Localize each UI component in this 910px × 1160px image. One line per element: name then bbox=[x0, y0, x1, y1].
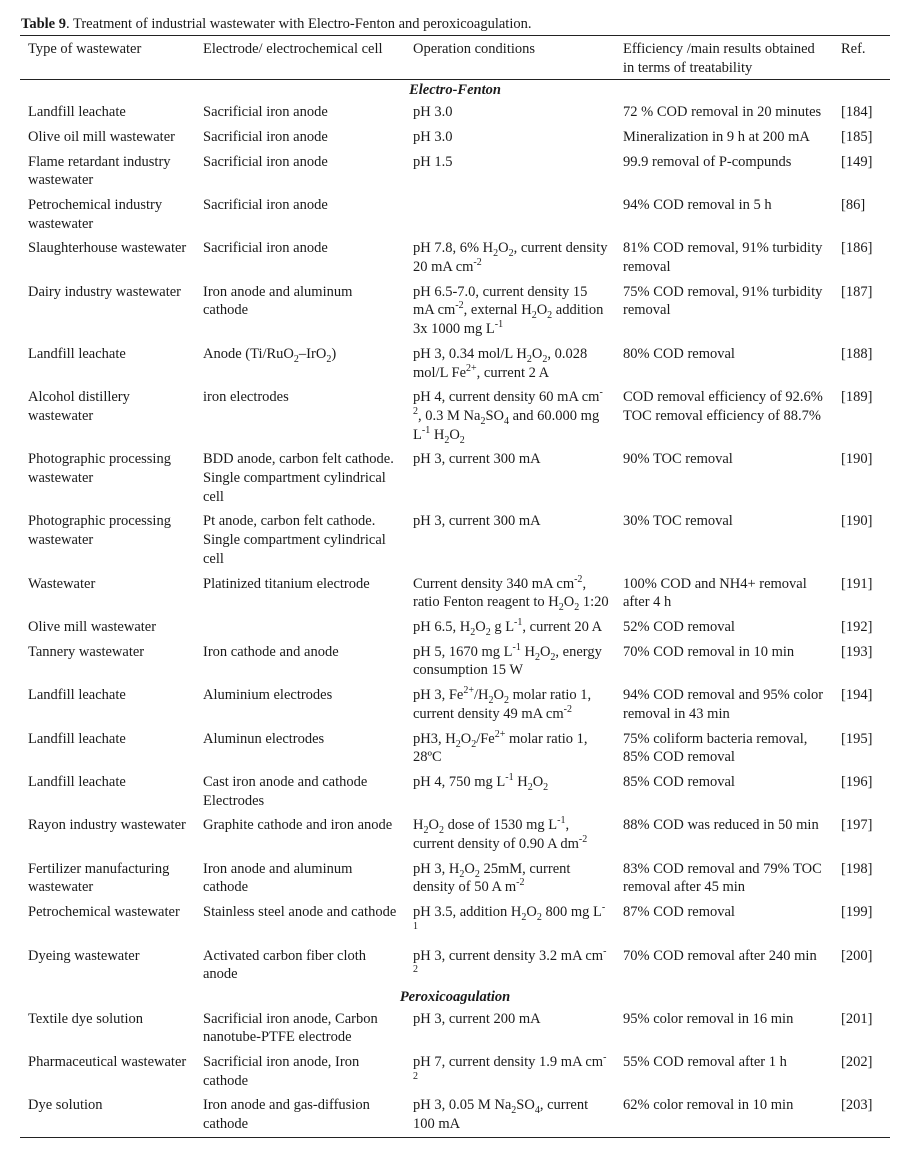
cell-ref: [187] bbox=[841, 283, 873, 300]
cell-conditions: pH 4, 750 mg $L^{-1}$ $H_2O_2$ bbox=[413, 772, 549, 793]
cell-conditions: pH3, $H_2O_2/Fe^{2+}$ molar ratio 1, 28ºC bbox=[413, 728, 588, 766]
cell-efficiency: 70% COD removal in 10 min bbox=[623, 643, 795, 660]
table-row bbox=[20, 193, 890, 236]
cell-type: Flame retardant industry wastewater bbox=[28, 153, 171, 189]
table-row bbox=[20, 1007, 890, 1050]
cell-efficiency: 81% COD removal, 91% turbidity removal bbox=[623, 240, 823, 276]
cell-electrode bbox=[195, 615, 405, 640]
cell-electrode: Pt anode, carbon felt cathode. Single compartment cylindrical cell bbox=[203, 513, 386, 567]
cell-ref: [195] bbox=[841, 730, 873, 747]
cell-type: Dairy industry wastewater bbox=[28, 283, 182, 300]
cell-conditions: pH 3, 0.34 mol/L $H_2O_2$, 0.028 mol/L $Fe^{2+}$, current 2 A bbox=[413, 345, 588, 381]
cell-type: Alcohol distillery wastewater bbox=[28, 389, 130, 424]
cell-electrode: Sacrificial iron anode, Carbon nanotube-PTFE electrode bbox=[203, 1010, 378, 1046]
table-body bbox=[20, 80, 890, 1137]
cell-conditions: pH 7.8, 6% $H_2O_2$, current density 20 mA $cm^{-2}$ bbox=[413, 240, 608, 276]
table-row bbox=[20, 1093, 890, 1137]
cell-ref: [192] bbox=[841, 618, 873, 635]
table-row bbox=[20, 900, 890, 943]
cell-type: Fertilizer manufacturing wastewater bbox=[28, 860, 170, 896]
cell-electrode: Platinized titanium electrode bbox=[203, 575, 370, 592]
cell-type: Pharmaceutical wastewater bbox=[28, 1054, 187, 1071]
cell-type: Landfill leachate bbox=[28, 730, 126, 747]
cell-type: Wastewater bbox=[28, 575, 96, 592]
cell-electrode: Sacrificial iron anode, Iron cathode bbox=[203, 1054, 360, 1089]
table-row bbox=[20, 615, 890, 640]
table-row bbox=[20, 509, 890, 571]
cell-electrode: BDD anode, carbon felt cathode. Single compartment cylindrical cell bbox=[203, 451, 394, 505]
cell-ref: [198] bbox=[841, 860, 873, 877]
table-row bbox=[20, 447, 890, 509]
cell-conditions: pH 6.5, $H_2O_2$ g $L^{-1}$, current 20 A bbox=[413, 617, 603, 638]
cell-ref: [201] bbox=[841, 1010, 873, 1027]
cell-conditions: Current density 340 mA $cm^{-2}$, ratio Fenton reagent to $H_2O_2$ 1:20 bbox=[413, 573, 609, 614]
cell-electrode: Graphite cathode and iron anode bbox=[203, 817, 393, 834]
cell-ref: [196] bbox=[841, 773, 873, 790]
cell-electrode: Iron cathode and anode bbox=[203, 643, 339, 660]
cell-type: Landfill leachate bbox=[28, 687, 126, 704]
table-row bbox=[20, 125, 890, 150]
cell-efficiency: 85% COD removal bbox=[623, 773, 735, 790]
cell-type: Photographic processing wastewater bbox=[28, 513, 171, 549]
cell-conditions: pH 3, current 300 mA bbox=[413, 451, 541, 468]
cell-conditions: pH 3, 0.05 M $Na_2SO_4$, current 100 mA bbox=[413, 1097, 589, 1133]
cell-efficiency: 70% COD removal after 240 min bbox=[623, 947, 817, 964]
cell-conditions: pH 7, current density 1.9 mA $cm^{-2}$ bbox=[413, 1052, 607, 1082]
cell-efficiency: COD removal efficiency of 92.6% TOC removal efficiency of 88.7% bbox=[623, 389, 823, 424]
cell-type: Textile dye solution bbox=[28, 1010, 143, 1027]
cell-efficiency: 95% color removal in 16 min bbox=[623, 1010, 794, 1027]
cell-efficiency: 100% COD and NH4+ removal after 4 h bbox=[623, 575, 807, 611]
cell-electrode: Cast iron anode and cathode Electrodes bbox=[203, 773, 368, 809]
cell-type: Landfill leachate bbox=[28, 104, 126, 121]
cell-electrode: Iron anode and gas-diffusion cathode bbox=[203, 1097, 370, 1133]
cell-conditions: pH 3.0 bbox=[413, 104, 453, 121]
table-row bbox=[20, 385, 890, 447]
cell-ref: [86] bbox=[841, 196, 866, 213]
column-header-conditions: Operation conditions bbox=[413, 41, 536, 57]
cell-conditions: pH 1.5 bbox=[413, 153, 453, 170]
cell-type: Olive oil mill wastewater bbox=[28, 128, 175, 145]
treatment-table bbox=[20, 35, 890, 1138]
cell-ref: [200] bbox=[841, 947, 873, 964]
cell-efficiency: 72 % COD removal in 20 minutes bbox=[623, 104, 822, 121]
cell-ref: [186] bbox=[841, 240, 873, 257]
cell-electrode: Aluminium electrodes bbox=[203, 687, 333, 704]
cell-conditions: pH 6.5-7.0, current density 15 mA $cm^{-2}$, external $H_2O_2$ addition 3x 1000 mg $L^{-1}$ bbox=[413, 283, 604, 338]
table-row bbox=[20, 857, 890, 900]
cell-type: Rayon industry wastewater bbox=[28, 817, 186, 834]
cell-electrode: Aluminun electrodes bbox=[203, 730, 325, 747]
cell-efficiency: 75% coliform bacteria removal, 85% COD removal bbox=[623, 730, 808, 766]
cell-efficiency: Mineralization in 9 h at 200 mA bbox=[623, 128, 810, 145]
table-row bbox=[20, 944, 890, 987]
cell-ref: [190] bbox=[841, 513, 873, 530]
cell-electrode: Iron anode and aluminum cathode bbox=[203, 283, 353, 319]
cell-conditions: pH 3.5, addition $H_2O_2$ 800 mg $L^{-1}$ bbox=[413, 902, 606, 932]
cell-conditions: pH 4, current density 60 mA $cm^{-2}$, 0.3 M $Na_2SO_4$ and 60.000 mg $L^{-1}$ $H_2O_2$ bbox=[413, 387, 603, 446]
cell-ref: [203] bbox=[841, 1097, 873, 1114]
column-header-ref: Ref. bbox=[841, 41, 866, 57]
table-row bbox=[20, 813, 890, 856]
cell-electrode: Sacrificial iron anode bbox=[203, 104, 328, 121]
cell-efficiency: 88% COD was reduced in 50 min bbox=[623, 817, 819, 834]
section-title: Electro-Fenton bbox=[409, 82, 501, 99]
cell-ref: [189] bbox=[841, 389, 873, 406]
table-row bbox=[20, 280, 890, 342]
cell-ref: [190] bbox=[841, 451, 873, 468]
cell-type: Olive mill wastewater bbox=[28, 618, 157, 635]
column-header-electrode: Electrode/ electrochemical cell bbox=[203, 41, 383, 57]
cell-conditions: pH 3, $Fe^{2+}/H_2O_2$ molar ratio 1, current density 49 mA $cm^{-2}$ bbox=[413, 685, 592, 722]
cell-efficiency: 94% COD removal and 95% color removal in 43 min bbox=[623, 687, 824, 722]
column-header-efficiency: Efficiency /main results obtained in terms of treatability bbox=[623, 41, 815, 76]
cell-electrode: Sacrificial iron anode bbox=[203, 240, 328, 257]
section-row bbox=[20, 80, 890, 100]
cell-efficiency: 87% COD removal bbox=[623, 904, 735, 921]
header-row bbox=[20, 36, 890, 80]
cell-efficiency: 83% COD removal and 79% TOC removal after 45 min bbox=[623, 860, 822, 896]
cell-efficiency: 80% COD removal bbox=[623, 345, 735, 362]
cell-ref: [193] bbox=[841, 643, 873, 660]
table-row bbox=[20, 572, 890, 615]
cell-type: Petrochemical industry wastewater bbox=[28, 196, 163, 232]
cell-conditions: pH 5, 1670 mg $L^{-1}$ $H_2O_2$, energy consumption 15 W bbox=[413, 641, 602, 679]
cell-type: Slaughterhouse wastewater bbox=[28, 240, 187, 257]
cell-efficiency: 52% COD removal bbox=[623, 618, 735, 635]
cell-ref: [149] bbox=[841, 153, 873, 170]
cell-type: Landfill leachate bbox=[28, 773, 126, 790]
cell-conditions: pH 3.0 bbox=[413, 128, 453, 145]
cell-efficiency: 62% color removal in 10 min bbox=[623, 1097, 794, 1114]
cell-electrode: Iron anode and aluminum cathode bbox=[203, 860, 353, 896]
cell-type: Petrochemical wastewater bbox=[28, 904, 180, 921]
cell-electrode: Sacrificial iron anode bbox=[203, 128, 328, 145]
cell-ref: [191] bbox=[841, 575, 873, 592]
table-caption-text: . Treatment of industrial wastewater with Electro-Fenton and peroxicoagulation. bbox=[66, 16, 532, 32]
column-header-type: Type of wastewater bbox=[28, 41, 142, 57]
cell-type: Tannery wastewater bbox=[28, 643, 145, 660]
cell-ref: [184] bbox=[841, 104, 873, 121]
cell-ref: [185] bbox=[841, 128, 873, 145]
cell-type: Landfill leachate bbox=[28, 345, 126, 362]
table-row bbox=[20, 150, 890, 193]
cell-ref: [197] bbox=[841, 817, 873, 834]
section-row bbox=[20, 987, 890, 1007]
table-row bbox=[20, 236, 890, 279]
cell-efficiency: 90% TOC removal bbox=[623, 451, 733, 468]
table-label: Table 9 bbox=[21, 16, 66, 32]
cell-ref: [194] bbox=[841, 687, 873, 704]
cell-conditions bbox=[405, 193, 615, 236]
cell-efficiency: 94% COD removal in 5 h bbox=[623, 196, 772, 213]
cell-conditions: pH 3, current 300 mA bbox=[413, 513, 541, 530]
table-row bbox=[20, 100, 890, 125]
cell-efficiency: 30% TOC removal bbox=[623, 513, 733, 530]
cell-conditions: pH 3, current 200 mA bbox=[413, 1010, 541, 1027]
cell-electrode: Stainless steel anode and cathode bbox=[203, 904, 397, 921]
table-caption bbox=[21, 15, 532, 33]
cell-efficiency: 55% COD removal after 1 h bbox=[623, 1054, 787, 1071]
cell-electrode: Sacrificial iron anode bbox=[203, 153, 328, 170]
table-row bbox=[20, 342, 890, 385]
cell-electrode: Anode (Ti/RuO$_2$–IrO$_2$) bbox=[203, 345, 337, 365]
table-row bbox=[20, 727, 890, 770]
cell-conditions: pH 3, $H_2O_2$ 25mM, current density of 50 A $m^{-2}$ bbox=[413, 860, 571, 896]
table-row bbox=[20, 640, 890, 683]
cell-type: Photographic processing wastewater bbox=[28, 451, 171, 487]
table-row bbox=[20, 770, 890, 813]
cell-electrode: Activated carbon fiber cloth anode bbox=[203, 947, 367, 983]
cell-efficiency: 75% COD removal, 91% turbidity removal bbox=[623, 283, 823, 319]
cell-efficiency: 99.9 removal of P-compunds bbox=[623, 153, 792, 170]
cell-electrode: iron electrodes bbox=[203, 389, 289, 406]
table-header bbox=[20, 36, 890, 80]
cell-type: Dye solution bbox=[28, 1097, 103, 1114]
section-title: Peroxicoagulation bbox=[399, 988, 511, 1005]
cell-type: Dyeing wastewater bbox=[28, 947, 140, 964]
table-row bbox=[20, 1050, 890, 1093]
cell-ref: [188] bbox=[841, 345, 873, 362]
cell-ref: [202] bbox=[841, 1054, 873, 1071]
table-row bbox=[20, 683, 890, 726]
cell-conditions: $H_2O_2$ dose of 1530 mg $L^{-1}$, current density of 0.90 A $dm^{-2}$ bbox=[413, 815, 588, 853]
cell-conditions: pH 3, current density 3.2 mA $cm^{-2}$ bbox=[413, 945, 607, 976]
cell-electrode: Sacrificial iron anode bbox=[203, 196, 328, 213]
cell-ref: [199] bbox=[841, 904, 873, 921]
